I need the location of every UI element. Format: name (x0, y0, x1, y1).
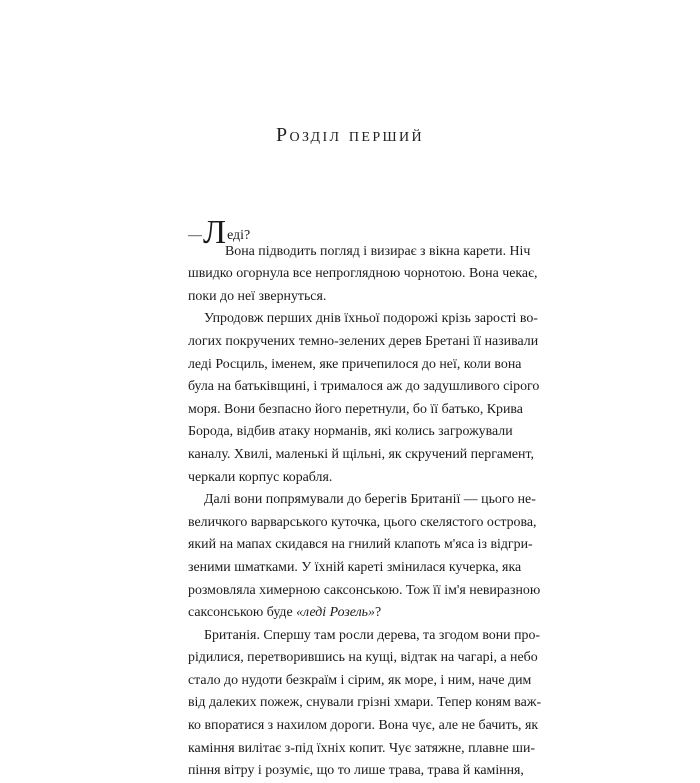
dialogue-dash: — (188, 228, 202, 243)
line-start: саксонською буде (188, 605, 297, 621)
italic-name: «леді Розель» (296, 605, 375, 621)
text-line: Борода, відбив атаку норманів, які колись загрожували (188, 424, 513, 440)
text-line: піння вітру і розуміє, що то лише трава, трава й каміння, (188, 763, 524, 779)
text-line: рідилися, перетворившись на кущі, відтак на чагарі, а небо (188, 650, 538, 666)
text-line: черкали корпус корабля. (188, 469, 333, 485)
text-line: величкого варварського куточка, цього скелястого острова, (188, 514, 537, 530)
text-line: каналу. Хвилі, маленькі й щільні, як скручений пергамент, (188, 446, 534, 462)
text-line: зеними шматками. У їхній кареті змінилася кучерка, яка (188, 559, 522, 575)
text-line: Упродовж перших днів їхньої подорожі крізь зарості во- (204, 311, 538, 327)
text-line: Британія. Спершу там росли дерева, та згодом вони про- (204, 627, 541, 643)
dropcap-letter: Л (203, 214, 227, 251)
dropcap-rest: еді? (227, 228, 251, 243)
text-line: каміння вилітає з-під їхніх копит. Чує затяжне, плавне ши- (188, 740, 536, 756)
chapter-title: Розділ перший (275, 124, 425, 146)
text-line: від далеких пожеж, снували грізні хмари. Тепер коням важ- (188, 695, 542, 711)
text-line-with-name (188, 602, 501, 625)
question-mark: ? (374, 605, 382, 621)
text-line: розмовляла химерною саксонською. Тож її ім'я невиразною (188, 582, 541, 598)
text-line: який на мапах скидався на гнилий клапоть м'яса із відгри- (188, 537, 533, 553)
text-line: швидко огорнула все непроглядною чорнотою. Вона чекає, (188, 266, 538, 282)
text-line: була на батьківщині, і трималося аж до задушливого сірого (188, 379, 540, 395)
body-text (188, 214, 542, 783)
text-line: ко впоратися з нахилом дороги. Вона чує, але не бачить, як (188, 718, 539, 734)
text-line: Далі вони попрямували до берегів Британії — цього не- (204, 492, 536, 508)
text-line: поки до неї звернуться. (188, 288, 327, 304)
text-line: стало до нудоти безкраїм і сірим, як море, і ним, наче дим (188, 672, 532, 688)
text-line: Вона підводить погляд і визирає з вікна карети. Ніч (225, 243, 531, 259)
text-line: логих покручених темно-зелених дерев Бретані її називали (188, 333, 539, 349)
text-line: леді Росциль, іменем, яке причепилося до неї, коли вона (188, 356, 522, 372)
dropcap-line (188, 214, 501, 251)
text-line: моря. Вони безпасно його перетнули, бо її батько, Крива (188, 401, 523, 417)
